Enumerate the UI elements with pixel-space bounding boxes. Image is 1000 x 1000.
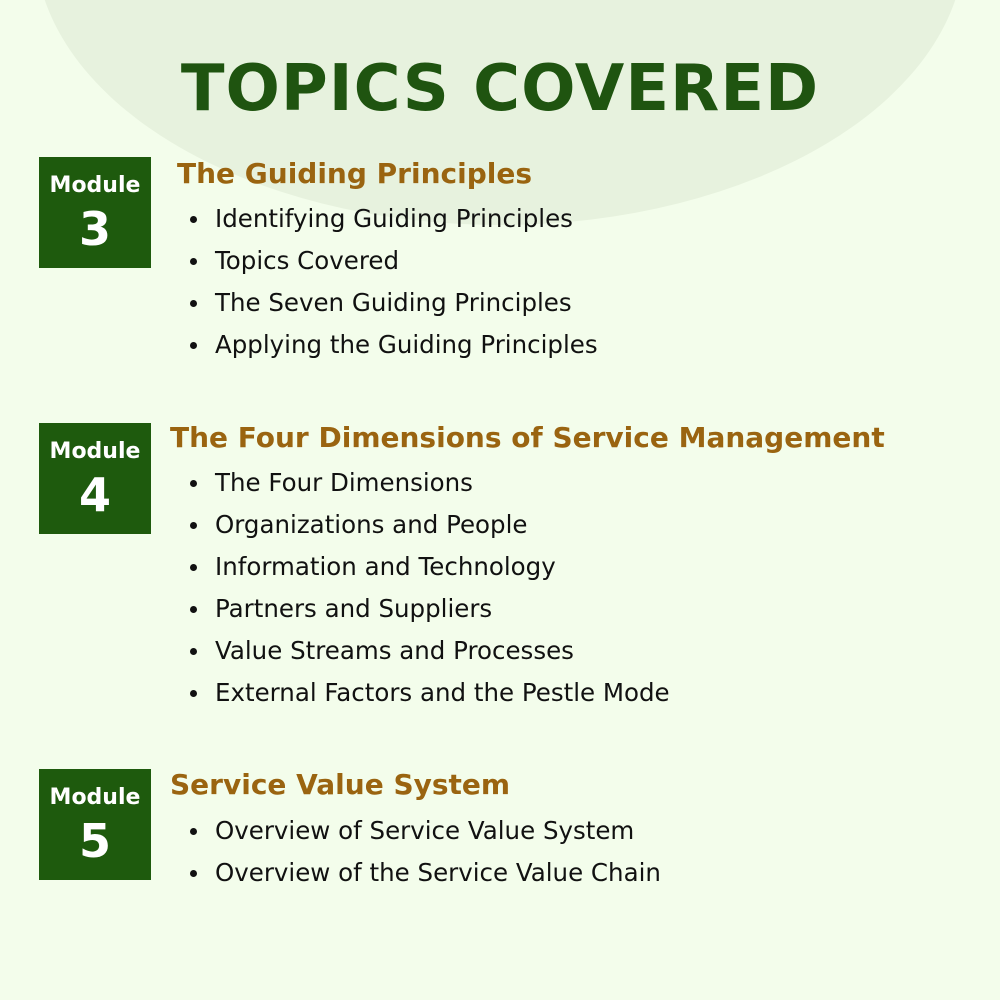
module-badge-label: Module: [49, 785, 141, 810]
module-badge-label: Module: [49, 439, 141, 464]
module-badge: [39, 423, 151, 534]
bullet-icon: [190, 564, 197, 571]
bullet-icon: [190, 690, 197, 697]
bullet-icon: [190, 300, 197, 307]
bullet-icon: [190, 870, 197, 877]
module-badge: [39, 769, 151, 880]
bullet-icon: [190, 522, 197, 529]
bullet-icon: [190, 648, 197, 655]
bullet-icon: [190, 342, 197, 349]
module-badge-number: 4: [78, 468, 111, 522]
module-badge: [39, 157, 151, 268]
bullet-icon: [190, 216, 197, 223]
page-title: TOPICS COVERED: [180, 52, 820, 126]
module-badge-number: 5: [78, 814, 111, 868]
module-heading: The Guiding Principles: [177, 157, 533, 190]
bullet-icon: [190, 828, 197, 835]
bullet-icon: [190, 480, 197, 487]
module-heading: The Four Dimensions of Service Management: [170, 421, 885, 454]
module-badge-label: Module: [49, 173, 141, 198]
bullet-icon: [190, 258, 197, 265]
bullet-icon: [190, 606, 197, 613]
module-heading: Service Value System: [170, 768, 511, 801]
module-badge-number: 3: [78, 202, 111, 256]
